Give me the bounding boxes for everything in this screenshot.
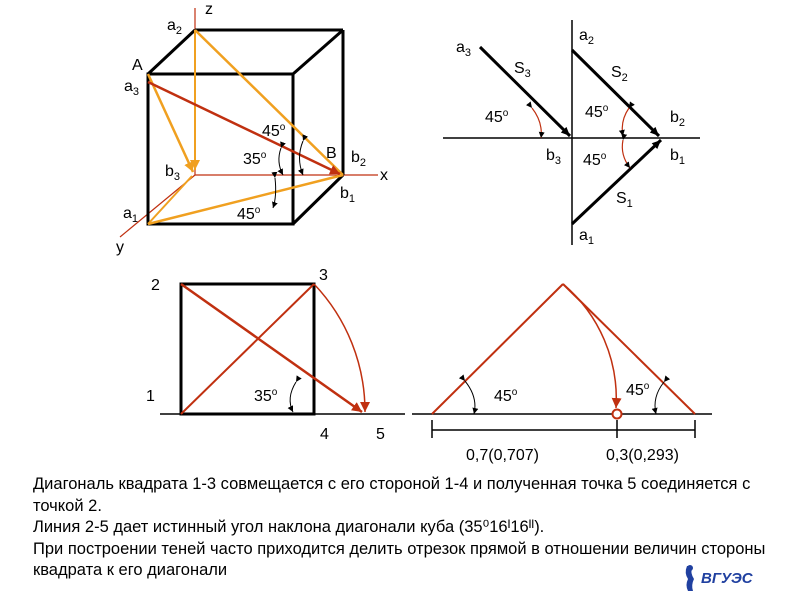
dimension-label-right: 0,3(0,293) xyxy=(606,447,679,464)
label-angle-45-up: 45$^o$ xyxy=(585,103,609,121)
caption xyxy=(33,474,778,582)
label-angle-45-right: 45$^o$ xyxy=(626,381,650,399)
label-S1: $S_1$ xyxy=(616,190,633,210)
triangle-drawing xyxy=(412,284,712,464)
logo-emblem-head xyxy=(687,565,693,571)
caption-line-1: Диагональ квадрата 1-3 совмещается с его стороной 1-4 и полученная точка 5 соединяется с точкой 2. xyxy=(33,475,751,515)
projection-a1-b3 xyxy=(148,176,192,224)
label-angle-45-down: 45$^o$ xyxy=(583,151,607,169)
caption-line-3: При построении теней часто приходится делить отрезок прямой в отношении величин стороны квадрата к его диагонали xyxy=(33,539,766,579)
projection-a3-b3 xyxy=(148,74,193,172)
label-a2: $a_2$ xyxy=(579,27,595,47)
label-b1: $b_1$ xyxy=(340,185,356,205)
division-point xyxy=(613,410,622,419)
label-angle-45-left: 45$^o$ xyxy=(494,387,518,405)
label-5: 5 xyxy=(376,426,385,443)
S2-line xyxy=(572,50,659,136)
angle-arc-35 xyxy=(290,382,296,412)
label-b1: $b_1$ xyxy=(670,147,686,167)
label-a1: $a_1$ xyxy=(579,227,595,247)
label-angle-45-top: 45$^o$ xyxy=(262,122,286,140)
traces-drawing xyxy=(443,20,700,247)
label-4: 4 xyxy=(320,426,329,443)
angle-arc-35 xyxy=(279,148,283,175)
label-a2: $a_2$ xyxy=(167,17,183,37)
cube-edge xyxy=(148,30,195,74)
label-S3: $S_3$ xyxy=(514,60,531,80)
label-angle-45-left: 45$^o$ xyxy=(485,108,509,126)
label-angle-35: 35$^o$ xyxy=(254,387,278,405)
label-x: x xyxy=(380,167,388,184)
angle-arc-45-up xyxy=(622,108,629,136)
label-z: z xyxy=(205,1,213,18)
label-b2: $b_2$ xyxy=(351,149,367,169)
label-2: 2 xyxy=(151,277,160,294)
angle-arc-45-right xyxy=(655,382,664,414)
arc-to-division-point xyxy=(563,284,616,408)
projection-a2-b xyxy=(195,30,343,175)
label-B: B xyxy=(326,145,337,162)
square-drawing xyxy=(146,267,405,443)
diagonal-1-3 xyxy=(181,284,314,414)
label-b3: $b_3$ xyxy=(165,163,181,183)
label-y: y xyxy=(116,239,124,256)
dimension-label-left: 0,7(0,707) xyxy=(466,447,539,464)
arc-3-5 xyxy=(314,284,365,412)
vguies-logo xyxy=(681,563,761,593)
angle-arc-45-top xyxy=(300,141,304,175)
label-a3: $a_3$ xyxy=(124,78,140,98)
logo-text: ВГУЭС xyxy=(701,570,753,587)
label-1: 1 xyxy=(146,388,155,405)
label-S2: $S_2$ xyxy=(611,64,628,84)
caption-line-2: Линия 2-5 дает истинный угол наклона диагонали куба (35⁰16ᴵ16ᴵᴵ). xyxy=(33,518,545,536)
label-angle-45-bottom: 45$^o$ xyxy=(237,205,261,223)
angle-arc-45-left xyxy=(465,381,475,414)
cube-drawing xyxy=(116,1,388,256)
angle-arc-45-left xyxy=(532,108,541,138)
label-b2: $b_2$ xyxy=(670,109,686,129)
cube-edge xyxy=(293,30,343,74)
label-A: A xyxy=(132,57,143,74)
label-a3: $a_3$ xyxy=(456,39,472,59)
label-angle-35: 35$^o$ xyxy=(243,150,267,168)
angle-arc-45-down xyxy=(622,140,630,168)
label-3: 3 xyxy=(319,267,328,284)
label-b3: $b_3$ xyxy=(546,147,562,167)
label-a1: $a_1$ xyxy=(123,205,139,225)
